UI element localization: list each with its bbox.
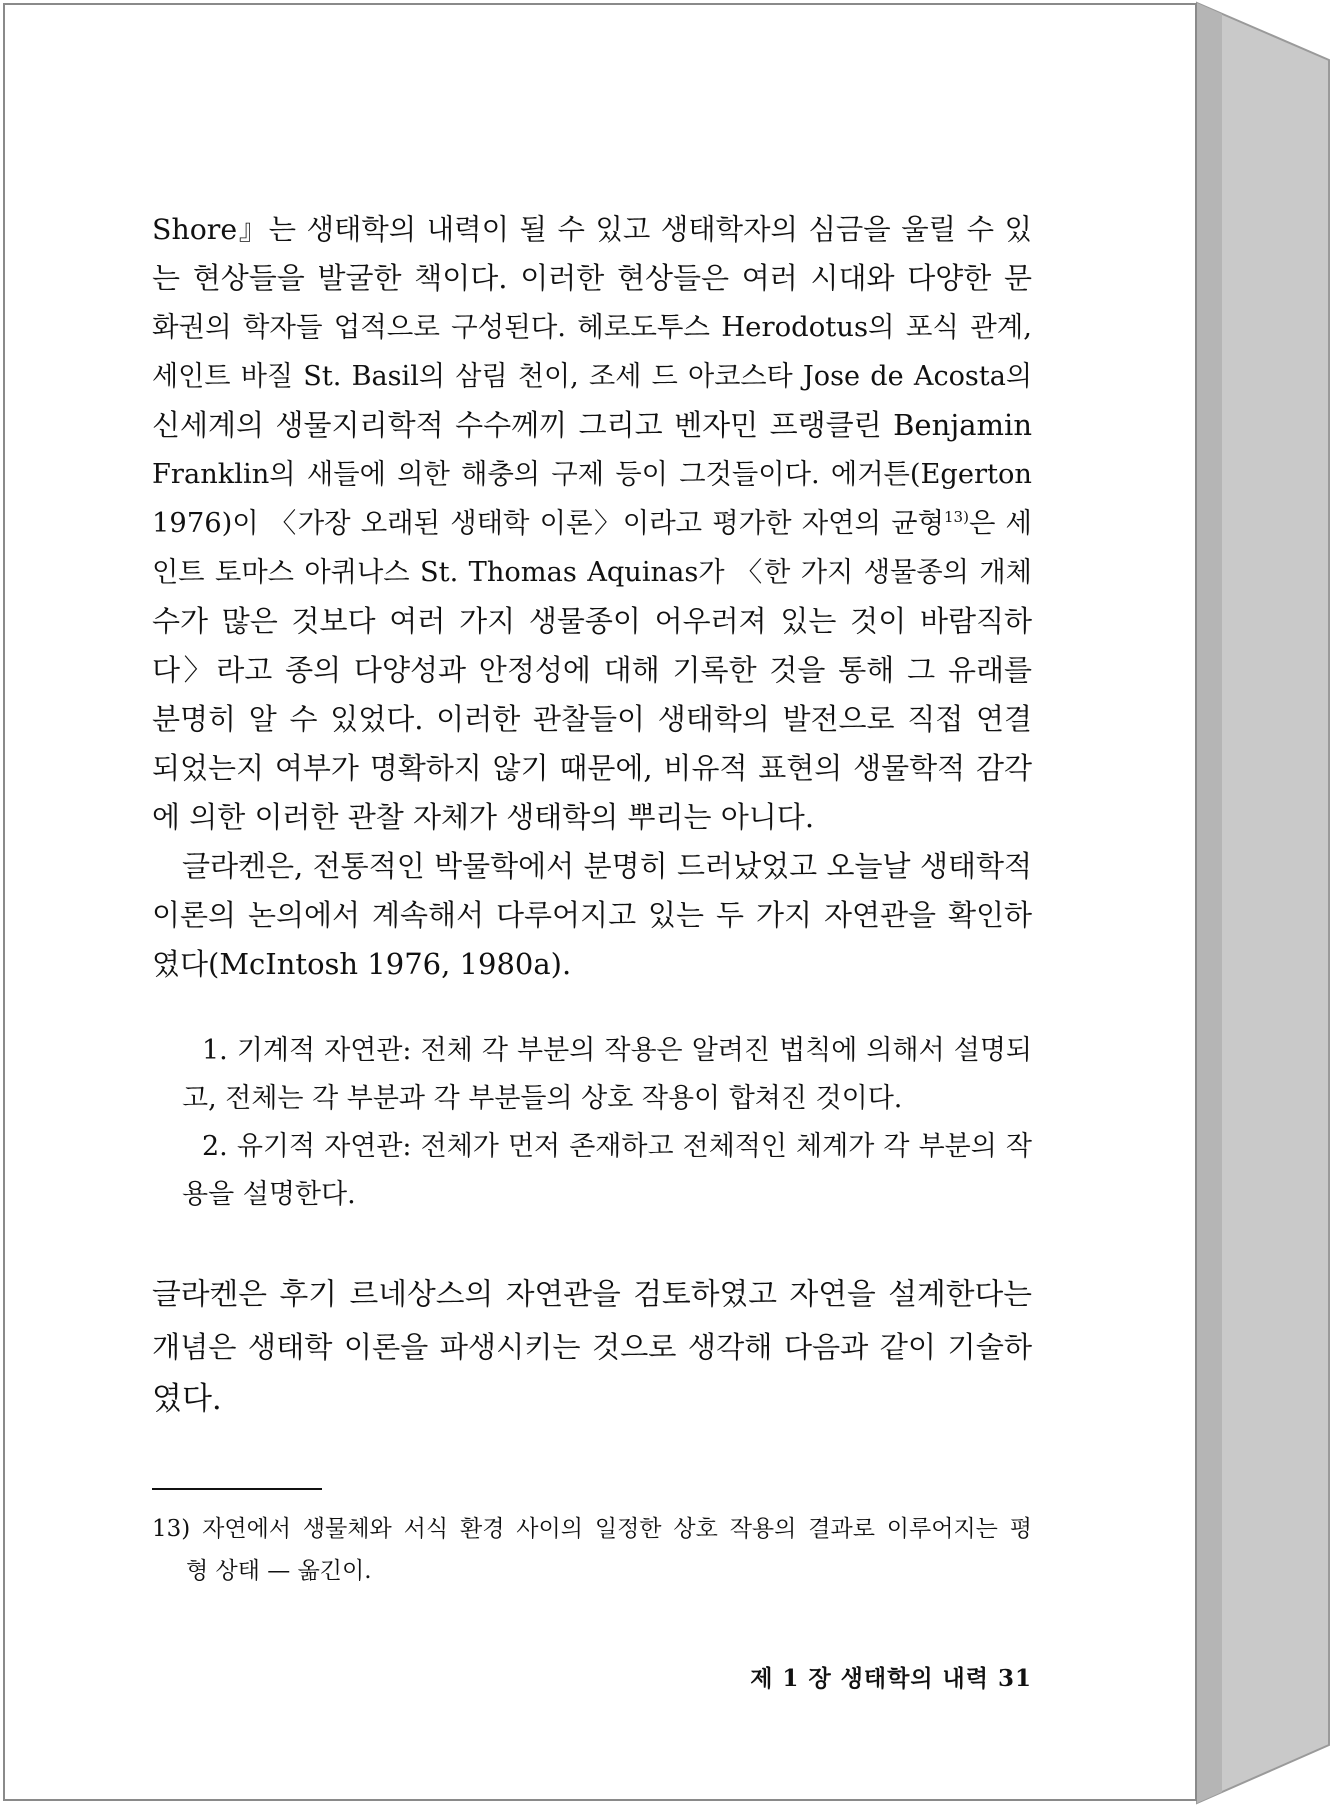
- paragraph-1: [152, 205, 1032, 842]
- text-line: 다〉라고 종의 다양성과 안정성에 대해 기록한 것을 통해 그 유래를: [152, 653, 1032, 687]
- text-line-with-footnote: [152, 499, 1032, 548]
- footnote-line: 13) 자연에서 생물체와 서식 환경 사이의 일정한 상호 작용의 결과로 이루어지는 평: [152, 1516, 1032, 1542]
- text-line: 글라켄은 후기 르네상스의 자연관을 검토하였고 자연을 설계한다는: [152, 1277, 1032, 1312]
- page-body: [152, 205, 1032, 1425]
- text-line: Franklin의 새들에 의한 해충의 구제 등이 그것들이다. 에거튼(Egerton: [152, 459, 1032, 490]
- text-line: 인트 토마스 아퀴나스 St. Thomas Aquinas가 〈한 가지 생물종의 개체: [152, 557, 1032, 588]
- text-line: 에 의한 이러한 관찰 자체가 생태학의 뿌리는 아니다.: [152, 800, 815, 834]
- text-line: 개념은 생태학 이론을 파생시키는 것으로 생각해 다음과 같이 기술하: [152, 1330, 1032, 1364]
- text-line: 이론의 논의에서 계속해서 다루어지고 있는 두 가지 자연관을 확인하: [152, 898, 1032, 932]
- footnote-divider: [152, 1488, 322, 1490]
- footnote: [152, 1508, 1032, 1592]
- paragraph-2: [152, 842, 1032, 989]
- nature-views-list: [182, 1027, 1032, 1219]
- text-line: 세인트 바질 St. Basil의 삼림 천이, 조세 드 아코스타 Jose de Acosta의: [152, 361, 1032, 392]
- text-line: 는 현상들을 발굴한 책이다. 이러한 현상들은 여러 시대와 다양한 문: [152, 261, 1032, 295]
- text-line: Shore』는 생태학의 내력이 될 수 있고 생태학자의 심금을 울릴 수 있: [152, 213, 1032, 246]
- list-item-line: 용을 설명한다.: [182, 1179, 356, 1210]
- text-line: 글라켄은, 전통적인 박물학에서 분명히 드러났었고 오늘날 생태학적: [182, 849, 1032, 883]
- text-line: 수가 많은 것보다 여러 가지 생물종이 어우러져 있는 것이 바람직하: [152, 604, 1032, 638]
- text-line: 되었는지 여부가 명확하지 않기 때문에, 비유적 표현의 생물학적 감각: [152, 751, 1032, 785]
- paragraph-3: [152, 1269, 1032, 1425]
- text-segment: 은 세: [968, 508, 1032, 539]
- text-line: 분명히 알 수 있었다. 이러한 관찰들이 생태학의 발전으로 직접 연결: [152, 702, 1032, 736]
- running-footer: 제 1 장 생태학의 내력 31: [750, 1665, 1032, 1692]
- list-item-line: 2. 유기적 자연관: 전체가 먼저 존재하고 전체적인 체계가 각 부분의 작: [202, 1131, 1032, 1162]
- text-line: 신세계의 생물지리학적 수수께끼 그리고 벤자민 프랭클린 Benjamin: [152, 408, 1032, 442]
- list-item-line: 1. 기계적 자연관: 전체 각 부분의 작용은 알려진 법칙에 의해서 설명되: [202, 1035, 1032, 1066]
- footnote-reference[interactable]: 13): [944, 507, 969, 526]
- text-line: 화권의 학자들 업적으로 구성된다. 헤로도투스 Herodotus의 포식 관계,: [152, 311, 1032, 343]
- text-line: 였다.: [152, 1381, 222, 1417]
- text-line: 였다(McIntosh 1976, 1980a).: [152, 947, 572, 981]
- footnote-line: 형 상태 — 옮긴이.: [186, 1558, 372, 1584]
- text-segment: 1976)이 〈가장 오래된 생태학 이론〉이라고 평가한 자연의 균형: [152, 508, 945, 539]
- list-item-line: 고, 전체는 각 부분과 각 부분들의 상호 작용이 합쳐진 것이다.: [182, 1083, 903, 1114]
